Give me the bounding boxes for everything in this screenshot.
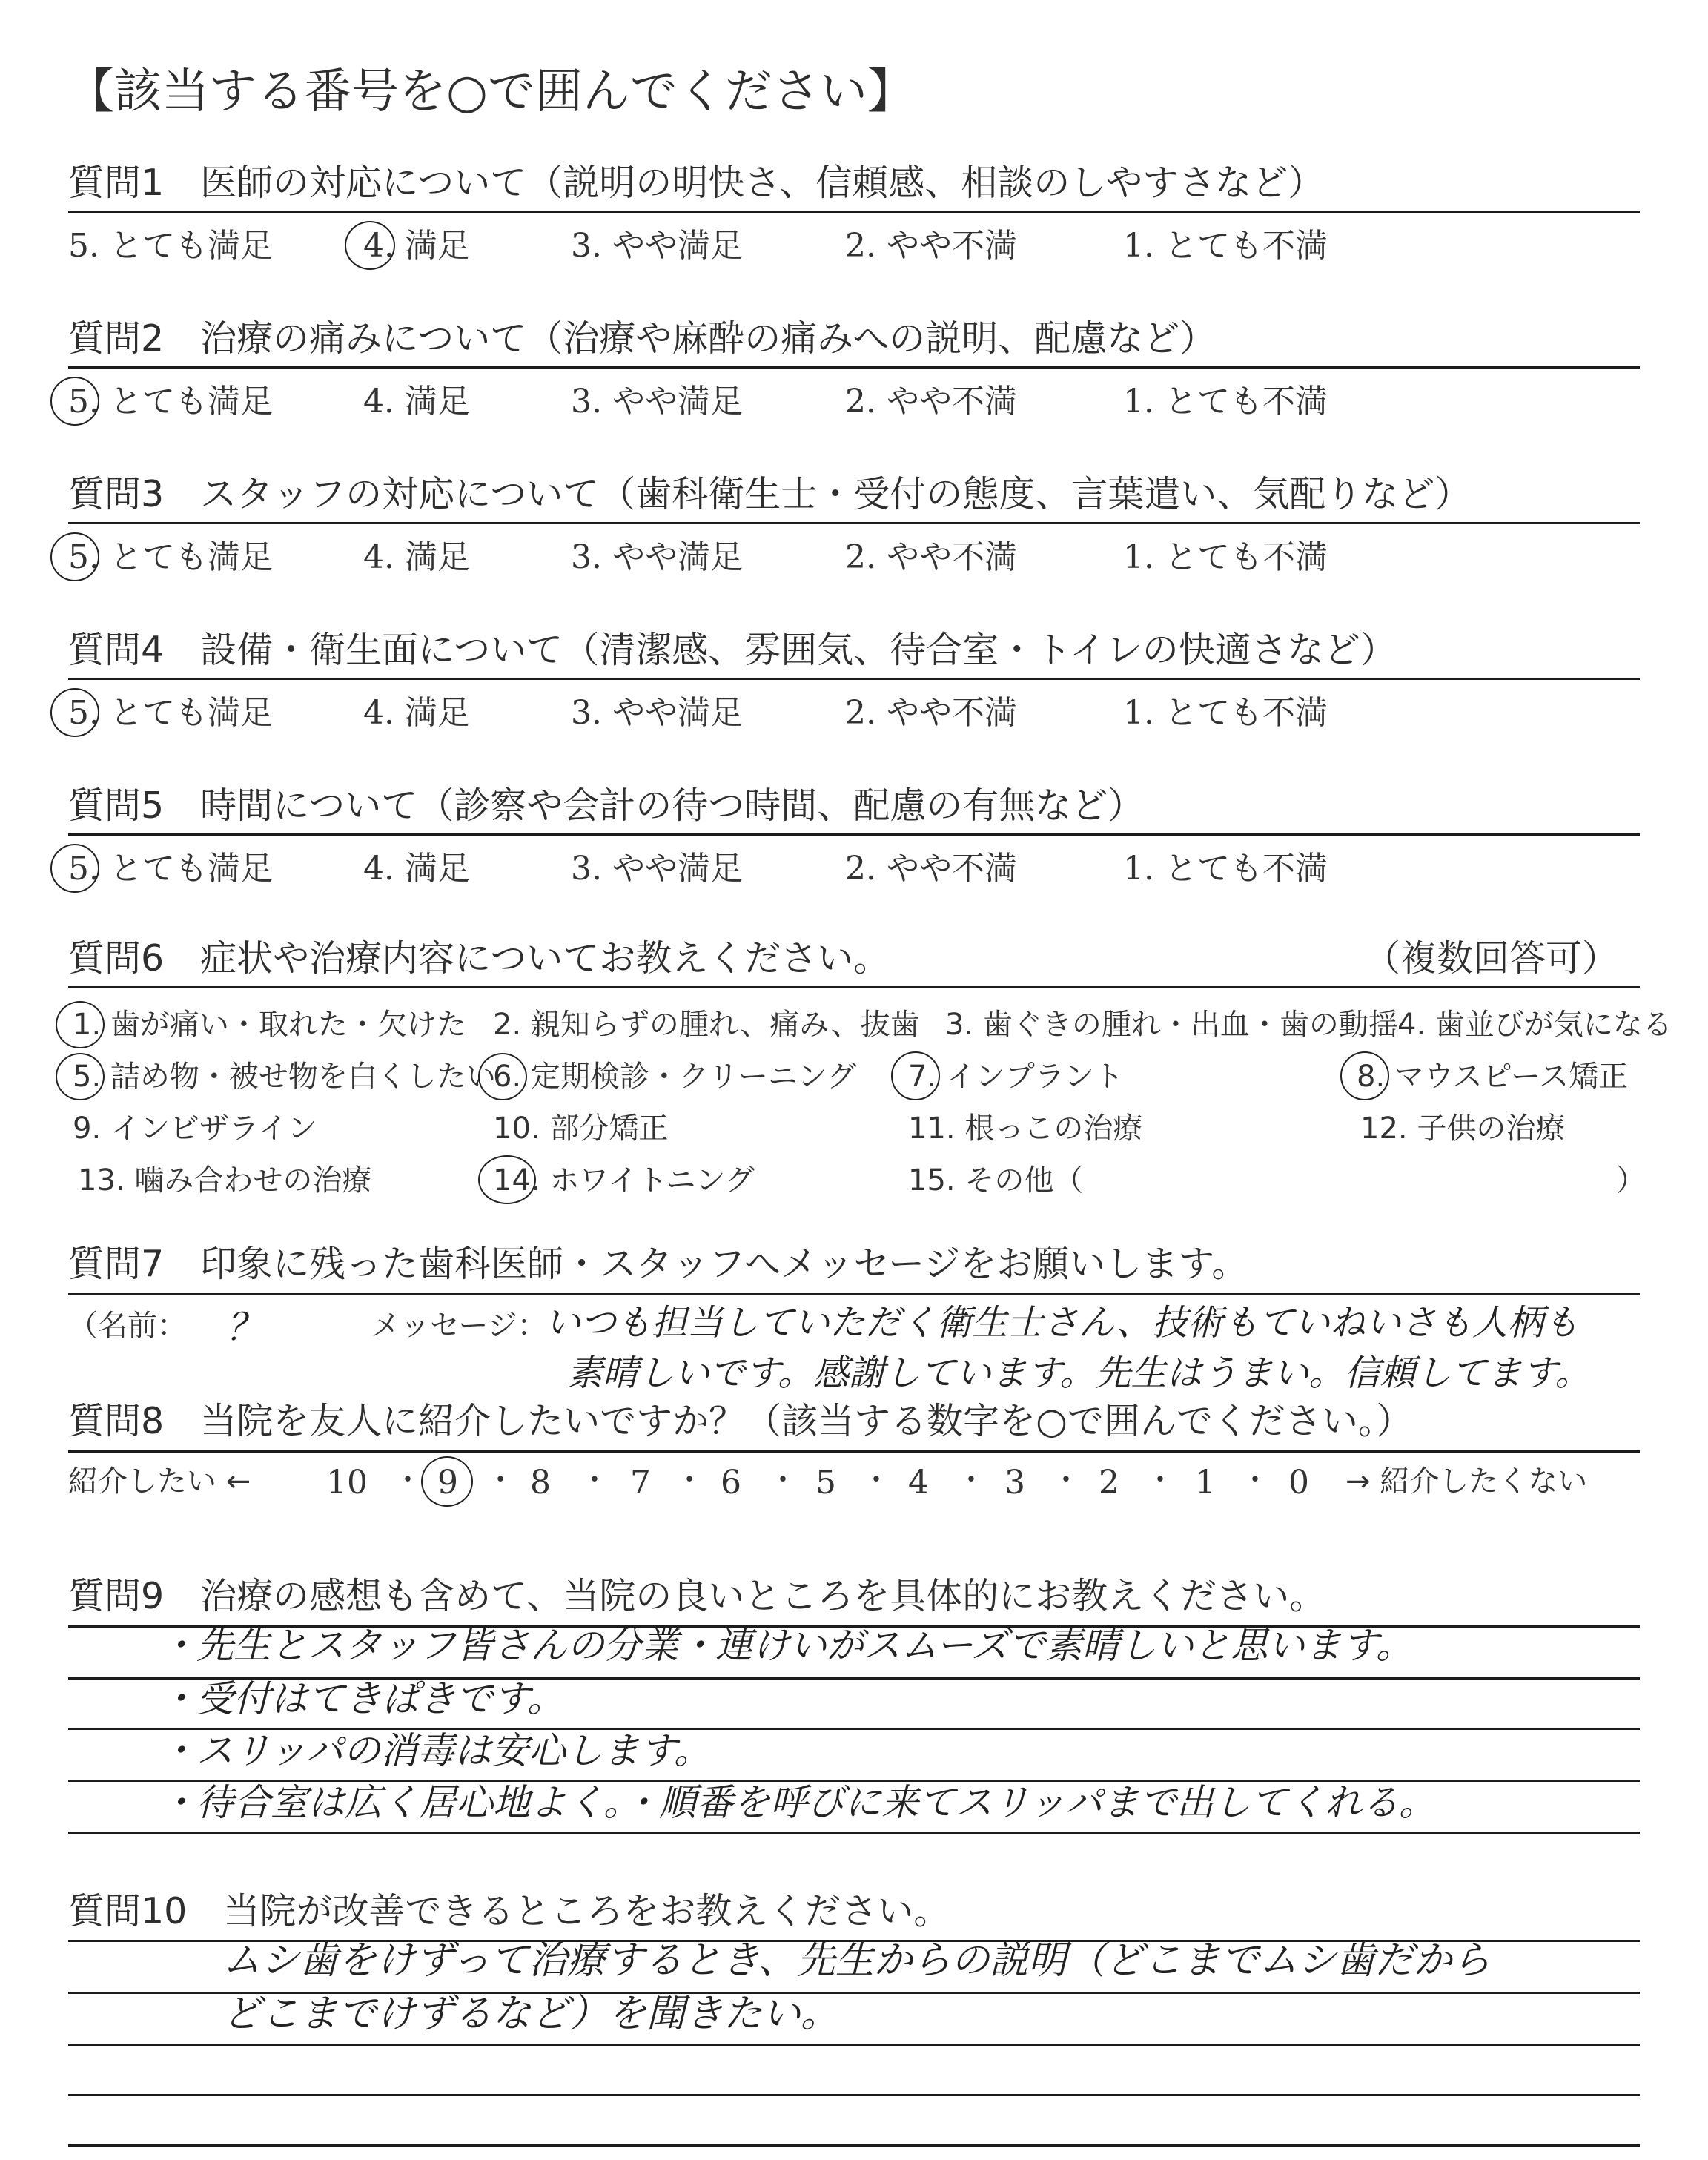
q8-number-1[interactable]: 1 [1195,1464,1216,1502]
q4-title: 質問4 設備・衛生面について（清潔感、雰囲気、待合室・トイレの快適さなど） [68,629,1397,671]
q6-selection-circle-8 [1340,1051,1389,1100]
q8-number-7[interactable]: 7 [630,1464,651,1502]
q8-dot: ・ [1145,1463,1175,1497]
q4-option-2[interactable]: 2. やや不満 [845,694,1017,732]
q2-option-3[interactable]: 3. やや満足 [571,383,743,420]
q8-number-3[interactable]: 3 [1004,1464,1025,1502]
q3-title: 質問3 スタッフの対応について（歯科衛生士・受付の態度、言葉遣い、気配りなど） [68,473,1472,515]
q8-number-6[interactable]: 6 [721,1464,741,1502]
q5-option-4[interactable]: 4. 満足 [363,850,470,888]
q2-option-4[interactable]: 4. 満足 [363,383,470,420]
q1-title: 質問1 医師の対応について（説明の明快さ、信頼感、相談のしやすさなど） [68,162,1325,204]
q9-title: 質問9 治療の感想も含めて、当院の良いところを具体的にお教えください。 [68,1575,1326,1617]
q8-number-2[interactable]: 2 [1099,1464,1119,1502]
q10-answer-1: ムシ歯をけずって治療するとき、先生からの説明（どこまでムシ歯だから [222,1938,1491,1983]
q8-dot: ・ [675,1463,704,1497]
q9-answer-1: ・先生とスタッフ皆さんの分業・連けいがスムーズで素晴しいと思います。 [159,1624,1413,1667]
q6-selection-circle-5 [56,1053,105,1100]
q3-selection-circle [50,532,99,581]
q1-option-2[interactable]: 2. やや不満 [845,227,1017,265]
q1-option-4[interactable]: 4. 満足 [363,227,470,265]
q10-rule-3 [68,2044,1640,2046]
q6-option-7[interactable]: 7. インプラント [908,1060,1124,1094]
q10-title: 質問10 当院が改善できるところをお教えください。 [68,1890,950,1932]
q3-option-4[interactable]: 4. 満足 [363,538,470,576]
q10-rule-5 [68,2144,1640,2147]
q8-left-label: 紹介したい ← [68,1464,251,1499]
q2-rule [68,366,1640,369]
q4-option-3[interactable]: 3. やや満足 [571,694,743,732]
q6-option-8[interactable]: 8. マウスピース矯正 [1357,1060,1629,1094]
q2-title: 質問2 治療の痛みについて（治療や麻酔の痛みへの説明、配慮など） [68,317,1217,360]
q8-title: 質問8 当院を友人に紹介したいですか？（該当する数字を○で囲んでください。） [68,1400,1413,1442]
q6-option-14[interactable]: 14. ホワイトニング [493,1163,755,1198]
q7-title: 質問7 印象に残った歯科医師・スタッフへメッセージをお願いします。 [68,1243,1248,1285]
q6-option-15[interactable]: 15. その他（ [908,1163,1084,1198]
q4-selection-circle [50,688,99,737]
q8-number-4[interactable]: 4 [908,1464,929,1502]
q1-rule [68,211,1640,213]
q2-option-1[interactable]: 1. とても不満 [1123,383,1328,420]
q7-message-label: メッセージ： [371,1309,547,1343]
q5-option-5[interactable]: 5. とても満足 [68,850,273,888]
q6-multiple-answer-note: （複数回答可） [1364,937,1619,980]
q2-option-5[interactable]: 5. とても満足 [68,383,273,420]
q7-rule [68,1293,1640,1295]
q3-option-5[interactable]: 5. とても満足 [68,538,273,576]
q6-option-5[interactable]: 5. 詰め物・被せ物を白くしたい [73,1060,496,1094]
q6-selection-circle-7 [891,1051,940,1100]
q6-option-11[interactable]: 11. 根っこの治療 [908,1112,1143,1146]
q8-selection-circle [421,1456,473,1507]
q4-option-1[interactable]: 1. とても不満 [1123,694,1328,732]
q8-number-5[interactable]: 5 [815,1464,836,1502]
q6-option-1[interactable]: 1. 歯が痛い・取れた・欠けた [73,1008,466,1042]
q3-option-2[interactable]: 2. やや不満 [845,538,1017,576]
q9-answer-4: ・待合室は広く居心地よく。・順番を呼びに来てスリッパまで出してくれる。 [159,1781,1436,1824]
q8-dot: ・ [1051,1463,1081,1497]
q9-answer-3: ・スリッパの消毒は安心します。 [159,1729,711,1772]
q6-option-12[interactable]: 12. 子供の治療 [1360,1112,1566,1146]
q6-selection-circle-1 [56,1001,105,1048]
q8-dot: ・ [956,1463,986,1497]
q6-option-15-close: ） [1616,1163,1646,1198]
q6-option-2[interactable]: 2. 親知らずの腫れ、痛み、抜歯 [493,1008,920,1042]
survey-header: 【該当する番号を○で囲んでください】 [67,65,915,119]
q7-message-line-1: いつも担当していただく衛生士さん、技術もていねいさも人柄も [545,1302,1579,1344]
q1-option-1[interactable]: 1. とても不満 [1123,227,1328,265]
q8-dot: ・ [486,1463,515,1497]
q8-number-10[interactable]: 10 [326,1464,368,1502]
q1-option-3[interactable]: 3. やや満足 [571,227,743,265]
q5-option-3[interactable]: 3. やや満足 [571,850,743,888]
q8-rule [68,1450,1640,1453]
q9-answer-2: ・受付はてきぱきです。 [159,1677,564,1720]
q10-rule-4 [68,2094,1640,2096]
q3-option-1[interactable]: 1. とても不満 [1123,538,1328,576]
q4-option-5[interactable]: 5. とても満足 [68,694,273,732]
q8-right-label: → 紹介したくない [1345,1464,1588,1499]
q8-number-9[interactable]: 9 [437,1464,458,1502]
q6-option-13[interactable]: 13. 噛み合わせの治療 [78,1163,372,1198]
q4-rule [68,678,1640,680]
q6-option-9[interactable]: 9. インビザライン [73,1112,317,1146]
q8-number-8[interactable]: 8 [530,1464,551,1502]
q6-selection-circle-6 [478,1053,527,1100]
q10-answer-2: どこまでけずるなど）を聞きたい。 [222,1992,840,2036]
q3-rule [68,522,1640,524]
q7-name-label: （名前： [68,1309,187,1343]
q5-selection-circle [50,844,99,893]
q5-option-2[interactable]: 2. やや不満 [845,850,1017,888]
q4-option-4[interactable]: 4. 満足 [363,694,470,732]
q2-option-2[interactable]: 2. やや不満 [845,383,1017,420]
q8-dot: ・ [1240,1463,1270,1497]
q6-selection-circle-14 [478,1155,536,1204]
q5-option-1[interactable]: 1. とても不満 [1123,850,1328,888]
q8-dot: ・ [861,1463,891,1497]
q3-option-3[interactable]: 3. やや満足 [571,538,743,576]
q1-option-5[interactable]: 5. とても満足 [68,227,273,265]
q9-rule-5 [68,1832,1640,1834]
q6-option-10[interactable]: 10. 部分矯正 [493,1112,669,1146]
q8-dot: ・ [768,1463,798,1497]
q5-rule [68,833,1640,836]
q7-name-value: ？ [226,1306,263,1349]
q7-message-line-2: 素晴しいです。感謝しています。先生はうまい。信頼してます。 [567,1353,1591,1394]
q6-option-4[interactable]: 4. 歯並びが気になる [1397,1008,1672,1042]
q6-option-6[interactable]: 6. 定期検診・クリーニング [493,1060,857,1094]
q8-number-0[interactable]: 0 [1288,1464,1309,1502]
q8-dot: ・ [393,1463,423,1497]
q6-rule [68,986,1640,988]
q6-option-3[interactable]: 3. 歯ぐきの腫れ・出血・歯の動揺 [945,1008,1398,1042]
q1-selection-circle [345,221,395,270]
q8-dot: ・ [580,1463,609,1497]
q6-title: 質問6 症状や治療内容についてお教えください。 [68,937,890,980]
q5-title: 質問5 時間について（診察や会計の待つ時間、配慮の有無など） [68,785,1145,827]
q2-selection-circle [50,377,99,426]
